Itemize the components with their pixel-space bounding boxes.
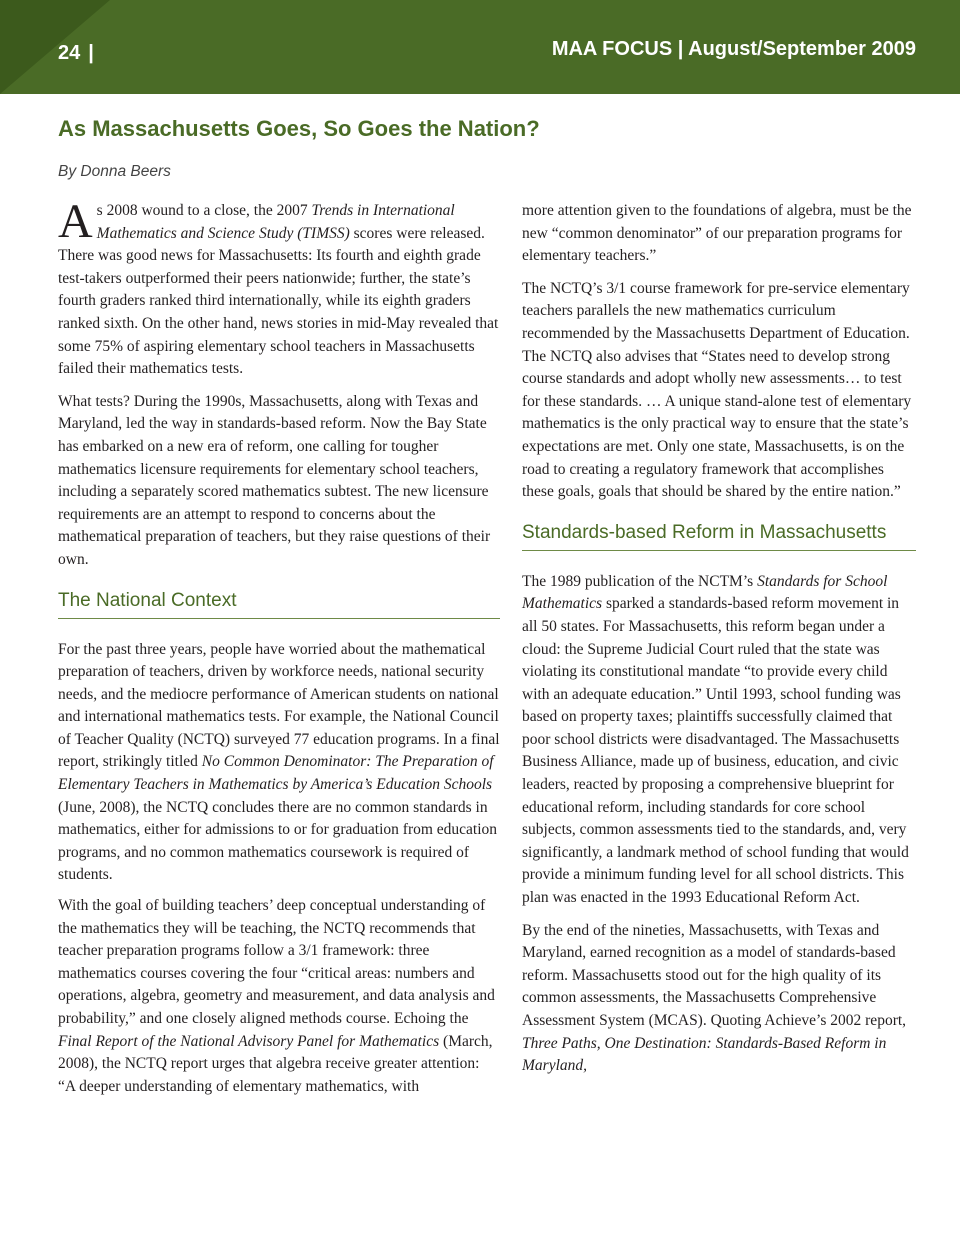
article-title: As Massachusetts Goes, So Goes the Nation? [58,116,540,141]
section-heading-national-context: The National Context [58,590,500,619]
paragraph-common-denominator: more attention given to the foundations of algebra, must be the new “common denominator” of our preparation programs for elementary teachers.” [522,202,912,265]
intro-text-start: s 2008 wound to a close, the 2007 [96,202,312,219]
framework-text-a: With the goal of building teachers’ deep conceptual understanding of the mathematics they will be teaching, the NCTQ recommends that teacher preparation programs follow a 3/1 framework: three mathematics courses covering the four “critical areas: numbers and operations, algebra, geometry and measurement, and data analysis and probability,” and one closely aligned methods course. Echoing the [58,897,495,1027]
page-number-value: 24 [58,42,81,64]
nineties-text-a: By the end of the nineties, Massachusetts, with Texas and Maryland, earned recognition as a model of standards-based reform. Massachusetts stood out for the high quality of its common assessments, the Massachusetts Comprehensive Assessment System (MCAS). Quoting Achieve’s 2002 report, [522,921,907,1029]
page-number [58,42,94,65]
nctm-standards-title: Standards for School Mathematics [522,572,888,613]
paragraph-nctq-framework: The NCTQ’s 3/1 course framework for pre-service elementary teachers parallels the new mathematics curriculum recommended by the Massachusetts Department of Education. The NCTQ also advises that “States need to develop strong course standards and adopt wholly new assessments… to test for these standards. … A unique stand-alone test of elementary mathematics is the only practical way to ensure that the state’s expectations are met. Only one state, Massachusetts, is on the road to creating a regulatory framework that accomplishes these goals, goals that should be shared by the entire nation.” [522,279,912,501]
left-column [58,195,500,1108]
three-paths-title: Three Paths, One Destination: Standards-Based Reform in Maryland, [522,1034,887,1075]
byline: By Donna Beers [58,163,171,180]
intro-paragraph [58,195,500,381]
running-head: MAA FOCUS | August/September 2009 [551,38,916,60]
national-context-text-a: For the past three years, people have worried about the mathematical preparation of teachers, driven by workforce needs, national security needs, and the mediocre performance of American students on national and international mathematics tests. For example, the National Council of Teacher Quality (NCTQ) surveyed 77 education programs. In a final report, strikingly titled [58,640,500,771]
right-column [522,200,916,1088]
page-number-separator: | [88,42,94,64]
final-report-title: Final Report of the National Advisory Panel for Mathematics [58,1032,440,1050]
page-header-band [0,0,960,94]
section-heading-standards-reform: Standards-based Reform in Massachusetts [522,522,916,551]
nctm-text-a: The 1989 publication of the NCTM’s [522,572,758,590]
nctm-text-b: sparked a standards-based reform movement in all 50 states. For Massachusetts, this reform began under a cloud: the Supreme Judicial Court ruled that the state was violating its constitutional mandate “to provide every child with an adequate education.” Until 1993, school funding was based on property taxes; plaintiffs successfully claimed that poor school districts were disadvantaged. The Massachusetts Business Alliance, made up of business, education, and civic leaders, reacted by proposing a comprehensive blueprint for educational reform, including standards for core school subjects, common assessments tied to the standards, and, very significantly, a landmark method of school funding that would provide a minimum funding level for all school districts. This plan was enacted in the 1993 Educational Reform Act. [522,595,909,907]
drop-cap: A [58,195,93,248]
nctq-report-title: No Common Denominator: The Preparation of Elementary Teachers in Mathematics by America’s Education Schools [58,753,494,794]
paragraph-3-1-framework [58,895,500,1098]
paragraph-end-of-nineties [522,920,916,1078]
paragraph-what-tests: What tests? During the 1990s, Massachusetts, along with Texas and Maryland, led the way in standards-based reform. Now the Bay State has embarked on a new era of reform, one calling for tougher mathematics licensure requirements for elementary school teachers, including a separately scored mathematics subtest. The new licensure requirements are an attempt to respond to concerns about the mathematical preparation of teachers, but they raise questions of their own. [58,392,491,568]
paragraph-nctm-standards [522,571,916,910]
framework-text-b: (March, 2008), the NCTQ report urges that algebra receive greater attention: “A deeper understanding of elementary mathematics, with [58,1032,493,1095]
timss-title: Trends in International Mathematics and Science Study (TIMSS) [96,202,455,242]
paragraph-national-context [58,639,500,888]
national-context-text-b: (June, 2008), the NCTQ concludes there are no common standards in mathematics, either for admissions to or for graduation from education programs, and no common mathematics coursework is required of students. [58,798,498,884]
intro-text-rest: scores were released. There was good news for Massachusetts: Its fourth and eighth grade test-takers outperformed their peers nationwide; further, the state’s fourth graders ranked third internationally, while its eighth graders ranked sixth. On the other hand, news stories in mid-May revealed that some 75% of aspiring elementary school teachers in Massachusetts failed their mathematics tests. [58,224,499,378]
